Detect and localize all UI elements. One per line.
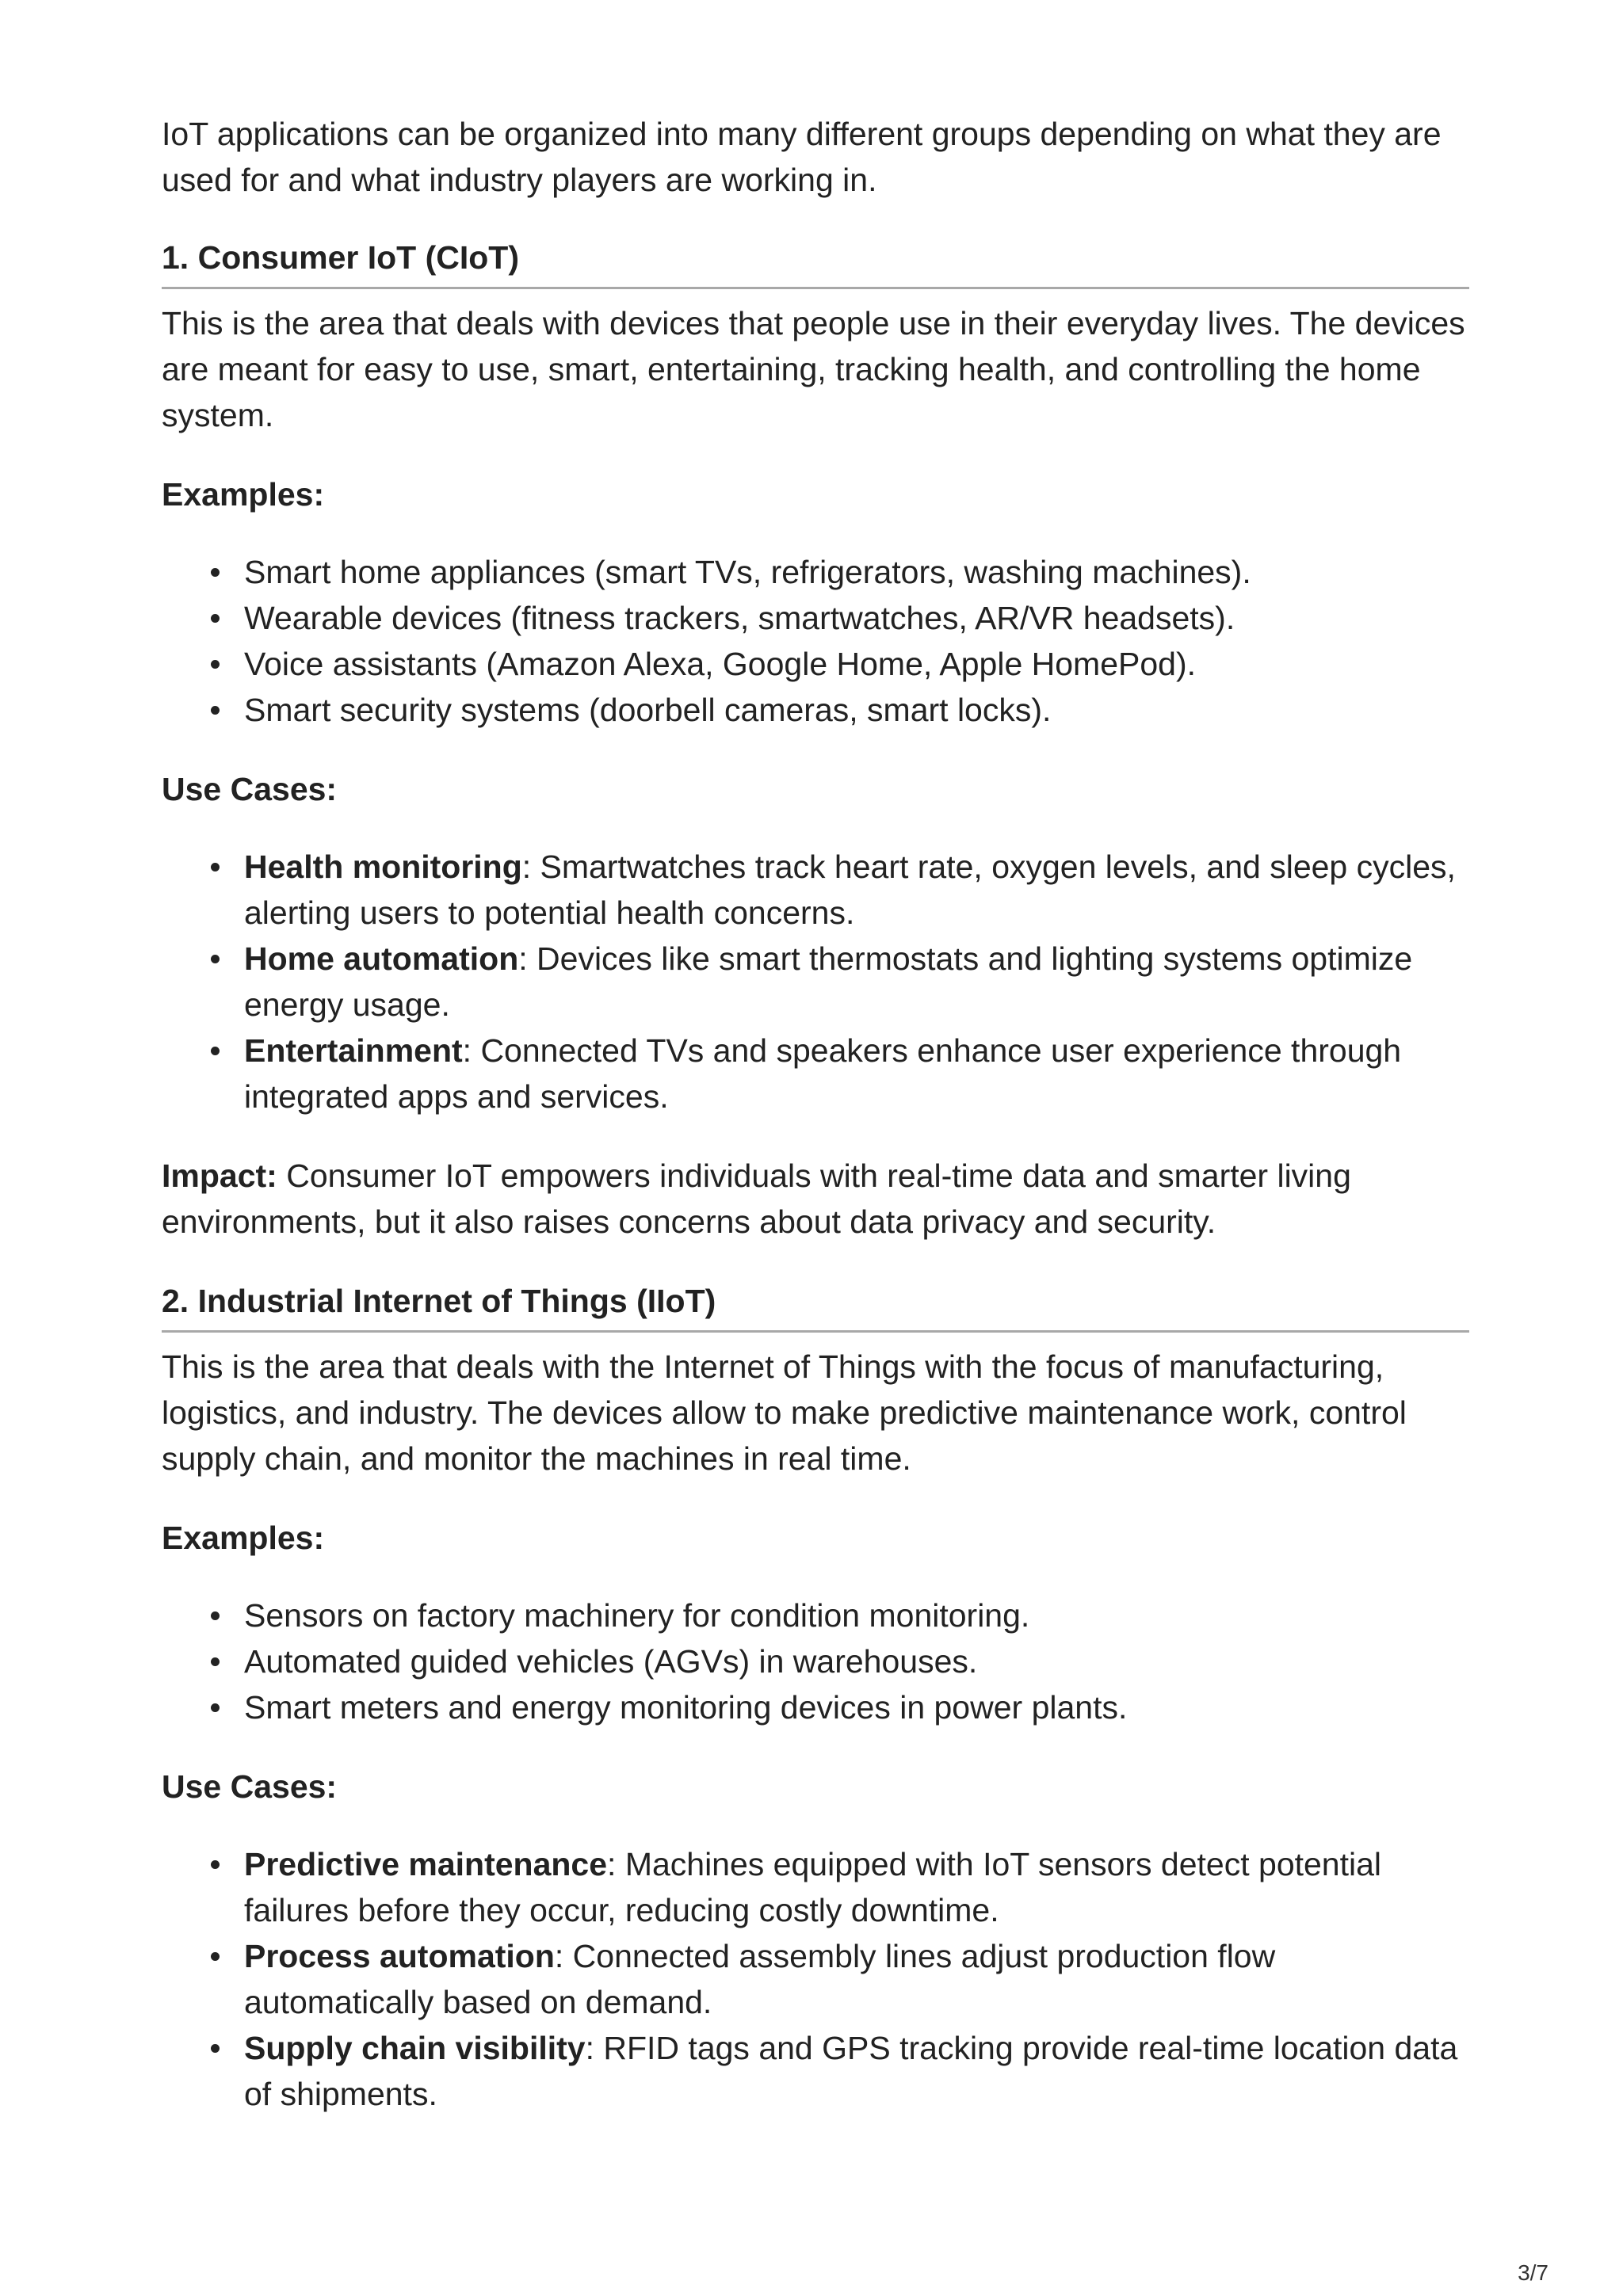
list-item bbox=[244, 2025, 1469, 2117]
impact-paragraph bbox=[162, 1153, 1469, 1245]
list-item: Smart home appliances (smart TVs, refrigerators, washing machines). bbox=[244, 549, 1469, 595]
list-item: Voice assistants (Amazon Alexa, Google Home, Apple HomePod). bbox=[244, 641, 1469, 687]
use-cases-list bbox=[162, 844, 1469, 1119]
page-number: 3/7 bbox=[1518, 2260, 1549, 2285]
use-case-text: : Connected TVs and speakers enhance user experience through integrated apps and services. bbox=[244, 1032, 1402, 1115]
use-case-term: Supply chain visibility bbox=[244, 2030, 586, 2066]
list-item: Smart security systems (doorbell cameras, smart locks). bbox=[244, 687, 1469, 733]
use-case-term: Predictive maintenance bbox=[244, 1846, 608, 1882]
list-item bbox=[244, 1933, 1469, 2025]
list-item bbox=[244, 936, 1469, 1028]
impact-label: Impact: bbox=[162, 1158, 277, 1194]
examples-list bbox=[162, 549, 1469, 733]
intro-paragraph: IoT applications can be organized into many different groups depending on what they are used for and what industry players are working in. bbox=[162, 116, 1442, 198]
use-case-text: : RFID tags and GPS tracking provide real-time location data of shipments. bbox=[244, 2030, 1458, 2112]
list-item bbox=[244, 1028, 1469, 1119]
examples-list bbox=[162, 1592, 1469, 1730]
examples-label: Examples: bbox=[162, 1520, 325, 1556]
use-case-text: : Smartwatches track heart rate, oxygen levels, and sleep cycles, alerting users to potential health concerns. bbox=[244, 849, 1456, 931]
use-case-text: : Machines equipped with IoT sensors detect potential failures before they occur, reducing costly downtime. bbox=[244, 1846, 1382, 1928]
use-case-term: Process automation bbox=[244, 1938, 555, 1974]
document-page bbox=[162, 111, 1469, 2150]
section-description: This is the area that deals with the Internet of Things with the focus of manufacturing, logistics, and industry. The devices allow to make predictive maintenance work, control supply chain, and monitor the machines in real time. bbox=[162, 1348, 1407, 1477]
use-case-text: : Connected assembly lines adjust production flow automatically based on demand. bbox=[244, 1938, 1276, 2020]
use-case-term: Health monitoring bbox=[244, 849, 522, 885]
use-case-text: : Devices like smart thermostats and lighting systems optimize energy usage. bbox=[244, 940, 1413, 1023]
list-item: Wearable devices (fitness trackers, smartwatches, AR/VR headsets). bbox=[244, 595, 1469, 641]
section-industrial-iot bbox=[162, 1278, 1469, 2117]
use-case-term: Home automation bbox=[244, 940, 519, 977]
use-cases-label: Use Cases: bbox=[162, 771, 338, 807]
list-item bbox=[244, 844, 1469, 936]
use-cases-list bbox=[162, 1841, 1469, 2117]
list-item bbox=[244, 1841, 1469, 1933]
use-case-term: Entertainment bbox=[244, 1032, 463, 1069]
section-consumer-iot bbox=[162, 235, 1469, 1245]
list-item: Smart meters and energy monitoring devices in power plants. bbox=[244, 1684, 1469, 1730]
list-item: Sensors on factory machinery for condition monitoring. bbox=[244, 1592, 1469, 1638]
section-heading: 1. Consumer IoT (CIoT) bbox=[162, 235, 1469, 289]
section-heading: 2. Industrial Internet of Things (IIoT) bbox=[162, 1278, 1469, 1333]
impact-text: Consumer IoT empowers individuals with real-time data and smarter living environments, but it also raises concerns about data privacy and security. bbox=[162, 1158, 1351, 1240]
examples-label: Examples: bbox=[162, 476, 325, 513]
section-description: This is the area that deals with devices that people use in their everyday lives. The devices are meant for easy to use, smart, entertaining, tracking health, and controlling the home system. bbox=[162, 305, 1465, 433]
list-item: Automated guided vehicles (AGVs) in warehouses. bbox=[244, 1638, 1469, 1684]
use-cases-label: Use Cases: bbox=[162, 1768, 338, 1805]
